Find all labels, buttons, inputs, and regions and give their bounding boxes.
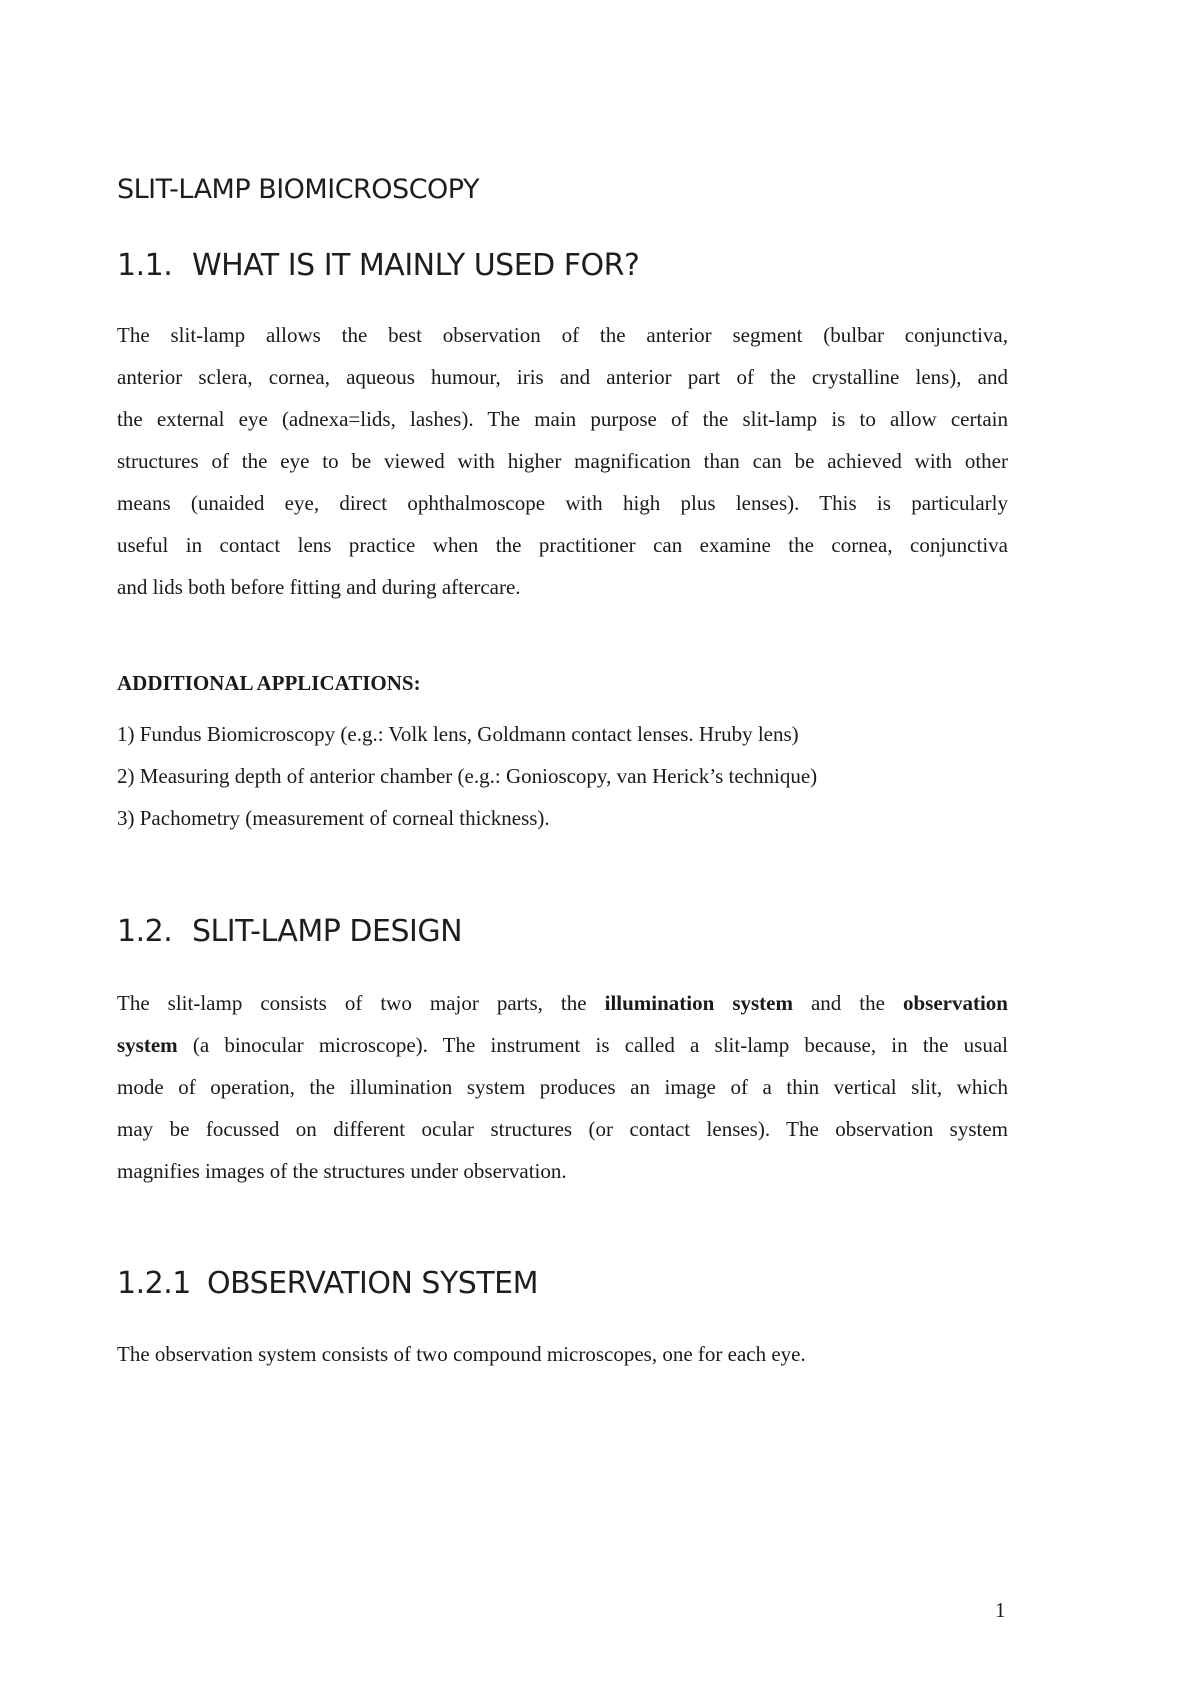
additional-applications-heading: ADDITIONAL APPLICATIONS: (117, 671, 421, 695)
paragraph-slit-lamp-design (117, 982, 1008, 1192)
paragraph-line: means (unaided eye, direct ophthalmoscope with high plus lenses). This is particularly (117, 491, 1008, 515)
section-number: 1.2. (117, 914, 173, 949)
section-heading-1-1 (117, 248, 639, 283)
paragraph-line: The observation system consists of two compound microscopes, one for each eye. (117, 1342, 806, 1366)
page-number: 1 (995, 1598, 1006, 1622)
paragraph-line (117, 982, 1008, 1024)
bold-term-illumination-system: illumination system (604, 991, 793, 1015)
paragraph-line: The slit-lamp allows the best observation of the anterior segment (bulbar conjunctiva, (117, 323, 1008, 347)
additional-applications-list (117, 713, 817, 839)
paragraph-line: mode of operation, the illumination system produces an image of a thin vertical slit, which (117, 1075, 1008, 1099)
section-heading-text: SLIT-LAMP DESIGN (192, 914, 463, 949)
section-number: 1.2.1 (117, 1266, 191, 1301)
section-heading-text: OBSERVATION SYSTEM (207, 1266, 539, 1301)
bold-term-observation: observation (902, 991, 1008, 1015)
section-number: 1.1. (117, 248, 173, 283)
list-item: 1) Fundus Biomicroscopy (e.g.: Volk lens, Goldmann contact lenses. Hruby lens) (117, 722, 799, 746)
paragraph-line: structures of the eye to be viewed with higher magnification than can be achieved with other (117, 449, 1008, 473)
paragraph-line (117, 1024, 1008, 1066)
list-item: 3) Pachometry (measurement of corneal thickness). (117, 806, 550, 830)
text-run: The slit-lamp consists of two major parts, the (117, 991, 605, 1015)
text-run: (a binocular microscope). The instrument is called a slit-lamp because, in the usual (177, 1033, 1008, 1057)
paragraph-line: anterior sclera, cornea, aqueous humour, iris and anterior part of the crystalline lens), and (117, 365, 1008, 389)
section-heading-1-2 (117, 914, 462, 949)
list-item: 2) Measuring depth of anterior chamber (e.g.: Gonioscopy, van Herick’s technique) (117, 764, 818, 788)
paragraph-line: useful in contact lens practice when the practitioner can examine the cornea, conjunctiva (117, 533, 1008, 557)
text-run: and the (792, 991, 903, 1015)
paragraph-line: and lids both before fitting and during aftercare. (117, 575, 521, 599)
paragraph-line: may be focussed on different ocular structures (or contact lenses). The observation system (117, 1117, 1008, 1141)
paragraph-line: magnifies images of the structures under observation. (117, 1159, 567, 1183)
paragraph-observation-system (117, 1333, 1008, 1375)
paragraph-slit-lamp-uses (117, 314, 1008, 608)
document-title: SLIT-LAMP BIOMICROSCOPY (117, 174, 479, 205)
section-heading-text: WHAT IS IT MAINLY USED FOR? (192, 248, 640, 283)
paragraph-line: the external eye (adnexa=lids, lashes). The main purpose of the slit-lamp is to allow certain (117, 407, 1008, 431)
bold-term-system: system (117, 1033, 178, 1057)
section-heading-1-2-1 (117, 1266, 538, 1301)
